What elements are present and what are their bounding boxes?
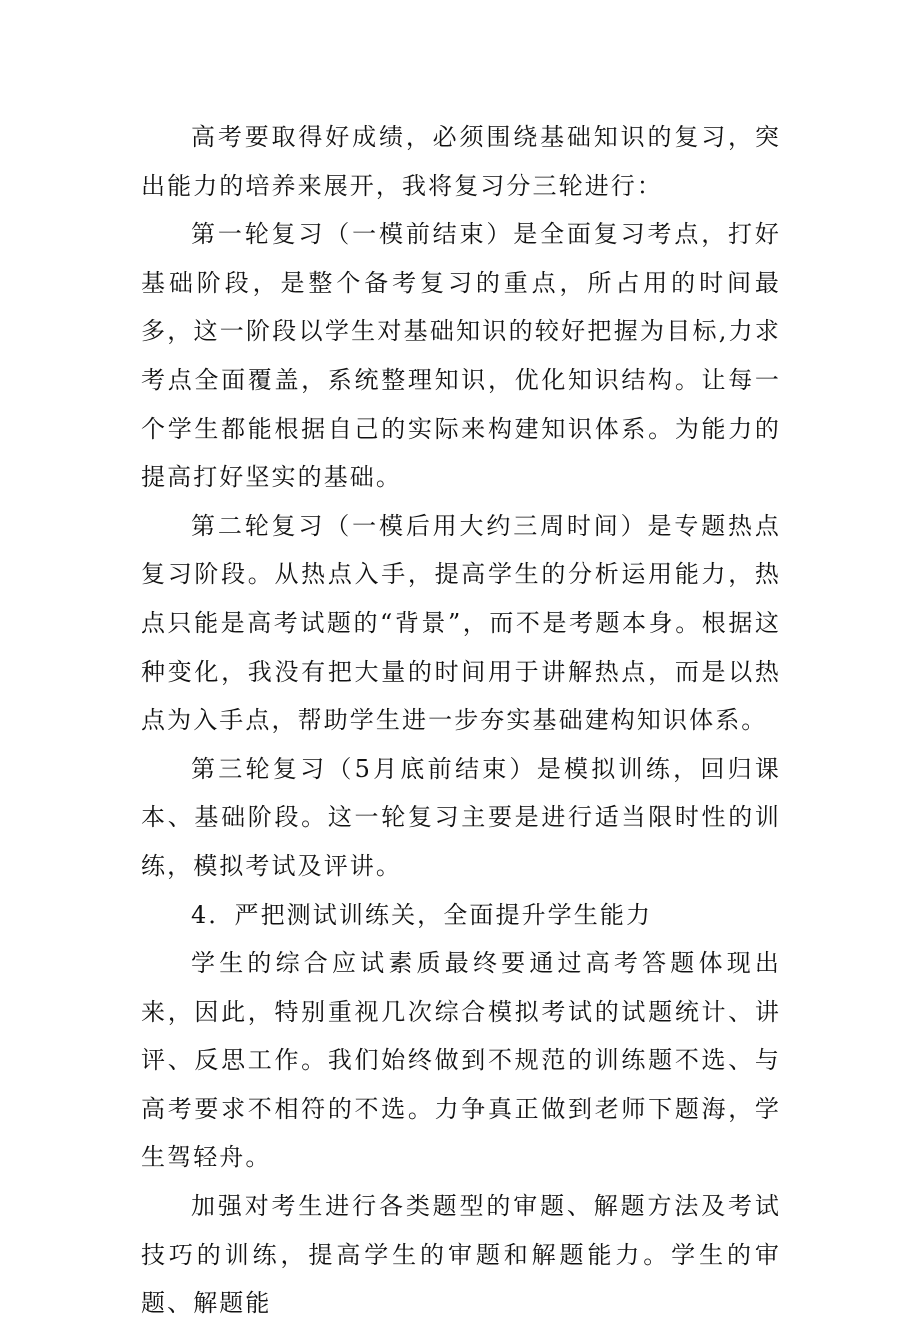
document-body bbox=[141, 113, 781, 1328]
paragraph-third-round: 第三轮复习（5月底前结束）是模拟训练，回归课本、基础阶段。这一轮复习主要是进行适当限时性的训练，模拟考试及评讲。 bbox=[141, 754, 781, 880]
paragraph-intro: 高考要取得好成绩，必须围绕基础知识的复习，突出能力的培养来展开，我将复习分三轮进行： bbox=[141, 123, 781, 200]
section-heading: 4．严把测试训练关，全面提升学生能力 bbox=[191, 900, 653, 929]
paragraph-second-round: 第二轮复习（一模后用大约三周时间）是专题热点复习阶段。从热点入手，提高学生的分析运用能力，热点只能是高考试题的“背景”，而不是考题本身。根据这种变化，我没有把大量的时间用于讲解热点，而是以热点为入手点，帮助学生进一步夯实基础建构知识体系。 bbox=[141, 511, 781, 735]
paragraph-comprehensive: 学生的综合应试素质最终要通过高考答题体现出来，因此，特别重视几次综合模拟考试的试题统计、讲评、反思工作。我们始终做到不规范的训练题不选、与高考要求不相符的不选。力争真正做到老师下题海，学生驾轻舟。 bbox=[141, 949, 781, 1172]
paragraph-first-round: 第一轮复习（一模前结束）是全面复习考点，打好基础阶段，是整个备考复习的重点，所占用的时间最多，这一阶段以学生对基础知识的较好把握为目标,力求考点全面覆盖，系统整理知识，优化知识结构。让每一个学生都能根据自己的实际来构建知识体系。为能力的提高打好坚实的基础。 bbox=[141, 220, 781, 492]
paragraph-training: 加强对考生进行各类题型的审题、解题方法及考试技巧的训练，提高学生的审题和解题能力。学生的审题、解题能 bbox=[141, 1192, 781, 1318]
